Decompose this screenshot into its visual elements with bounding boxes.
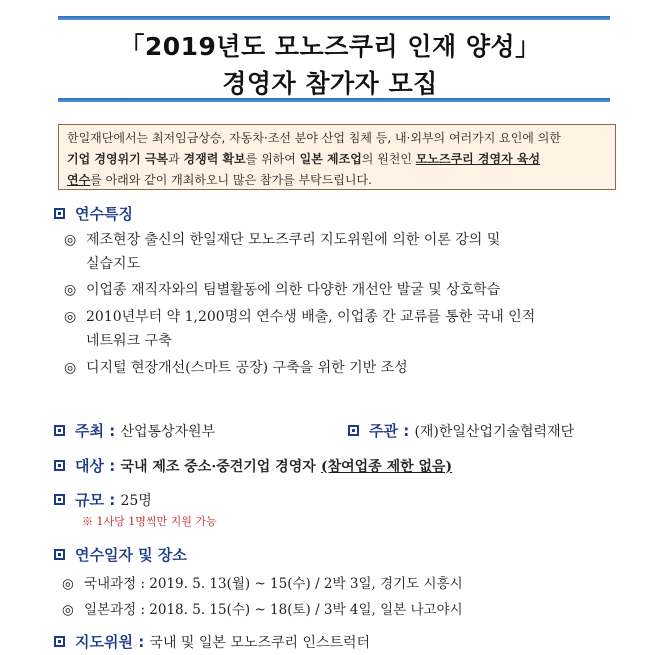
intro-line-3: [67, 170, 607, 191]
feature-text: 제조현장 출신의 한일재단 모노즈쿠리 지도위원에 의한 이론 강의 및: [86, 232, 501, 248]
square-bullet-icon: [54, 549, 65, 560]
section-host: 주최 : 산업통상자원부: [54, 420, 215, 441]
square-bullet-icon: [54, 425, 65, 436]
intro-box: [58, 124, 616, 190]
square-bullet-icon: [54, 208, 65, 219]
page-title-line2: 경영자 참가자 모집: [222, 69, 438, 98]
feature-item: [64, 279, 500, 301]
square-bullet-icon: [54, 636, 65, 647]
square-bullet-icon: [54, 494, 65, 505]
section-title: 연수특징: [75, 205, 133, 223]
scale-label: 규모: [75, 491, 104, 509]
instructor-value: 국내 및 일본 모노즈쿠리 인스트럭터: [149, 634, 371, 651]
target-note: (참여업종 제한 없음): [320, 458, 453, 475]
double-circle-icon: ◎: [62, 576, 74, 592]
intro-line-1: [67, 128, 607, 149]
feature-continuation: 네트워크 구축: [86, 333, 172, 349]
host-value: 산업통상자원부: [120, 423, 216, 440]
feature-item: [64, 229, 500, 251]
feature-item: [64, 357, 408, 379]
section-schedule-heading: [54, 544, 187, 565]
square-bullet-icon: [348, 425, 359, 436]
intro-text: 한일재단에서는 최저임금상승, 자동차·조선 분야 산업 침체 등, 내·외부의 여러가지 요인에 의한: [67, 131, 561, 145]
target-label: 대상: [75, 457, 104, 475]
feature-item: [64, 306, 535, 328]
scale-value: 25명: [120, 492, 152, 509]
feature-continuation: 실습지도: [86, 256, 141, 272]
intro-text: 를 위하여: [245, 152, 300, 166]
square-bullet-icon: [54, 460, 65, 471]
scale-note: ※ 1사당 1명씩만 지원 가능: [82, 515, 217, 528]
intro-underlined: 연수: [67, 173, 91, 187]
section-instructor: 지도위원 : 국내 및 일본 모노즈쿠리 인스트럭터: [54, 631, 370, 652]
organizer-label: 주관: [369, 422, 398, 440]
schedule-item: [62, 598, 463, 618]
intro-text: 과: [168, 152, 184, 166]
section-scale: 규모 : 25명: [54, 489, 152, 510]
intro-text: 를 아래와 같이 개최하오니 많은 참가를 부탁드립니다.: [90, 173, 372, 187]
title-bottom-rule: [58, 98, 610, 102]
intro-bold: 일본 제조업: [299, 152, 362, 166]
double-circle-icon: ◎: [64, 232, 77, 248]
instructor-label: 지도위원: [75, 633, 133, 651]
schedule-text: 국내과정 : 2019. 5. 13(월) ~ 15(수) / 2박 3일, 경기도 시흥시: [84, 576, 463, 592]
double-circle-icon: ◎: [64, 309, 77, 325]
double-circle-icon: ◎: [64, 282, 77, 298]
intro-text: 의 원천인: [361, 152, 416, 166]
title-top-rule: [58, 16, 610, 20]
page-title-line1: 「2019년도 모노즈쿠리 인재 양성」: [119, 32, 541, 61]
organizer-value: (재)한일산업기술협력재단: [414, 423, 575, 440]
intro-bold: 경쟁력 확보: [183, 152, 246, 166]
intro-underlined: 모노즈쿠리 경영자 육성: [415, 152, 541, 166]
section-target: 대상 : 국내 제조 중소·중견기업 경영자 (참여업종 제한 없음): [54, 455, 452, 476]
double-circle-icon: ◎: [64, 360, 77, 376]
intro-line-2: [67, 149, 607, 170]
schedule-text: 일본과정 : 2018. 5. 15(수) ~ 18(토) / 3박 4일, 일본 나고야시: [84, 602, 463, 618]
feature-text: 이업종 재직자와의 팀별활동에 의한 다양한 개선안 발굴 및 상호학습: [86, 282, 501, 298]
target-value: 국내 제조 중소·중견기업 경영자: [120, 458, 316, 475]
feature-text: 디지털 현장개선(스마트 공장) 구축을 위한 기반 조성: [86, 360, 408, 376]
section-organizer: 주관 : (재)한일산업기술협력재단: [348, 420, 574, 441]
section-features-heading: [54, 203, 133, 224]
schedule-item: [62, 572, 463, 592]
host-label: 주최: [75, 422, 104, 440]
section-title: 연수일자 및 장소: [75, 546, 187, 564]
double-circle-icon: ◎: [62, 602, 74, 618]
intro-bold: 기업 경영위기 극복: [67, 152, 169, 166]
feature-text: 2010년부터 약 1,200명의 연수생 배출, 이업종 간 교류를 통한 국내 인적: [86, 309, 536, 325]
